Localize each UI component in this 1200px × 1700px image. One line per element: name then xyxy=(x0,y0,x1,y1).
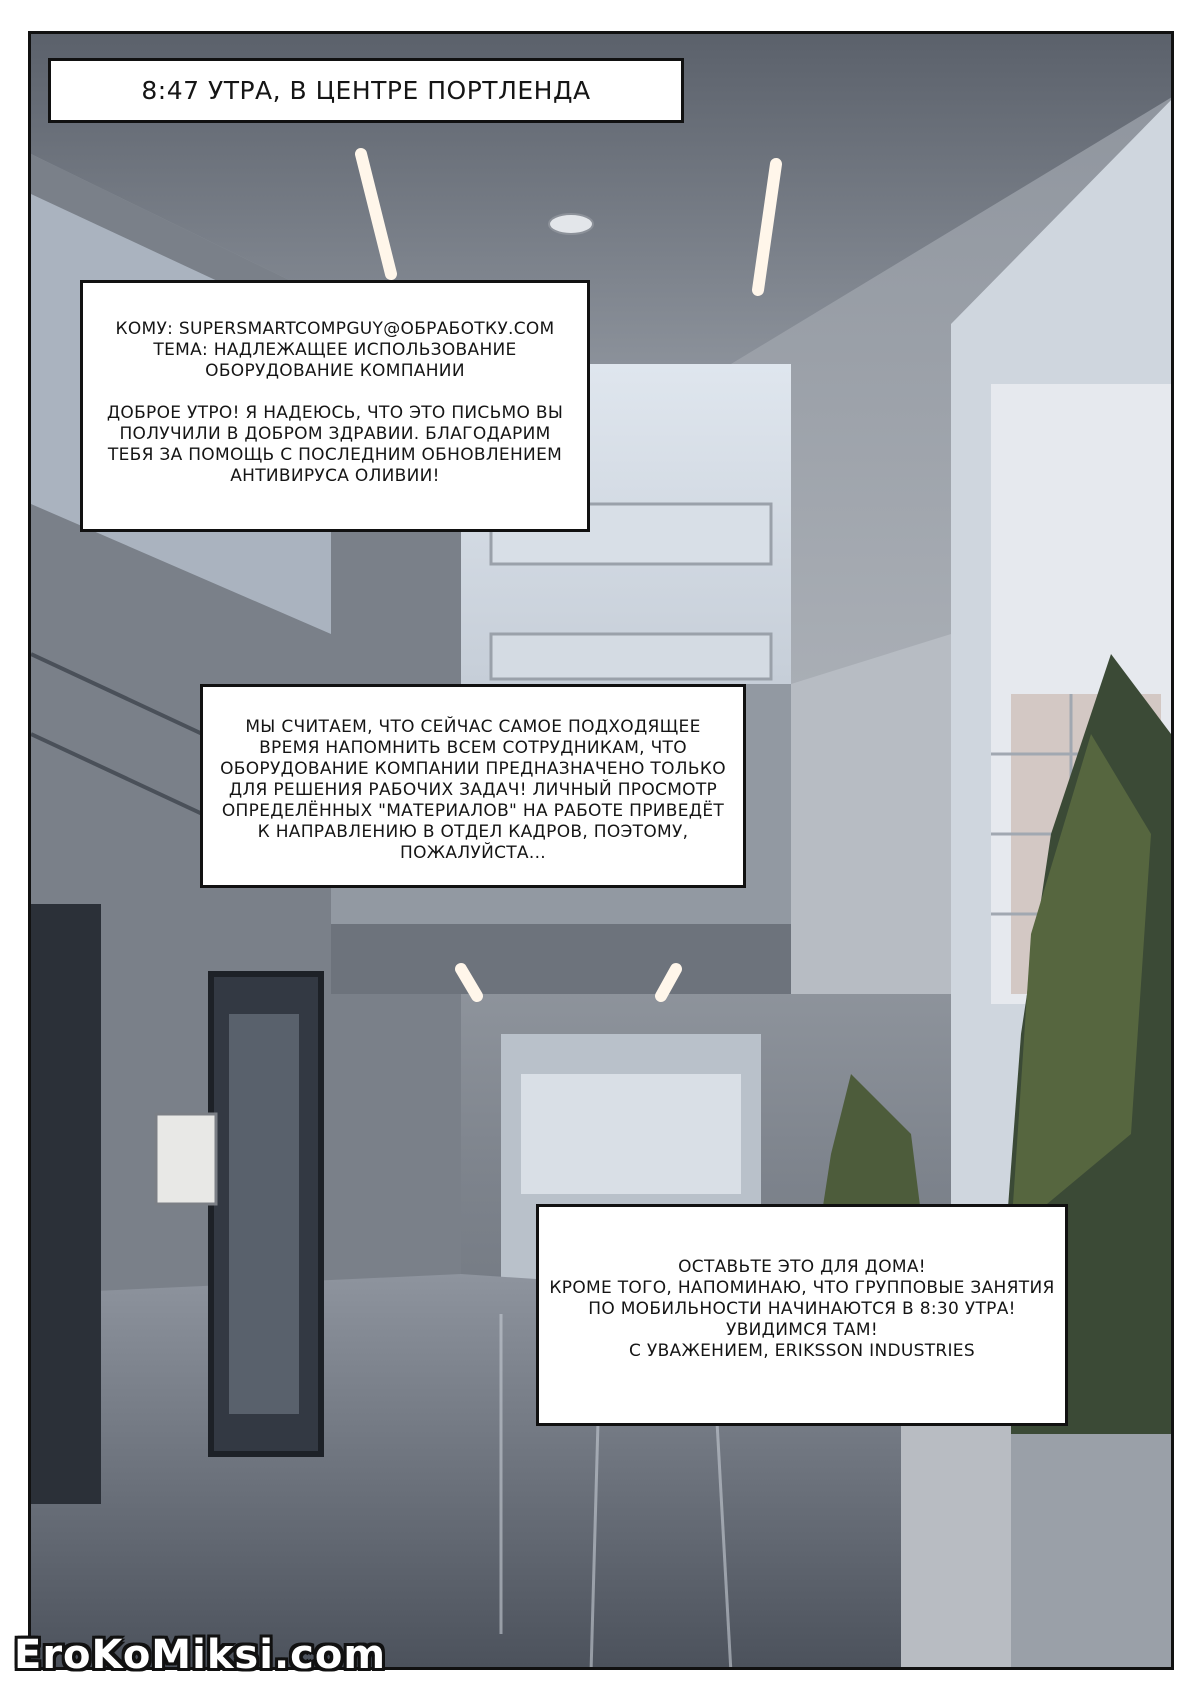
email-body-line: ТЕБЯ ЗА ПОМОЩЬ С ПОСЛЕДНИМ ОБНОВЛЕНИЕМ xyxy=(107,445,563,465)
email-caption-3 xyxy=(536,1204,1068,1426)
email-body-line: ОСТАВЬТЕ ЭТО ДЛЯ ДОМА! xyxy=(678,1257,926,1277)
email-signature-line: С УВАЖЕНИЕМ, ERIKSSON INDUSTRIES xyxy=(629,1341,975,1361)
email-body-line: ВРЕМЯ НАПОМНИТЬ ВСЕМ СОТРУДНИКАМ, ЧТО xyxy=(259,738,687,758)
email-body-line: ПОЛУЧИЛИ В ДОБРОМ ЗДРАВИИ. БЛАГОДАРИМ xyxy=(119,424,551,444)
email-body-line: ОБОРУДОВАНИЕ КОМПАНИИ ПРЕДНАЗНАЧЕНО ТОЛЬКО xyxy=(220,759,726,779)
site-watermark: EroKoMiksi.com xyxy=(14,1632,387,1678)
email-body-line: КРОМЕ ТОГО, НАПОМИНАЮ, ЧТО ГРУППОВЫЕ ЗАНЯТИЯ xyxy=(549,1278,1055,1298)
time-location-text: 8:47 УТРА, В ЦЕНТРЕ ПОРТЛЕНДА xyxy=(141,76,591,105)
email-to-line: КОМУ: SUPERSMARTCOMPGUY@ОБРАБОТКУ.COM xyxy=(115,319,555,339)
email-body-line: К НАПРАВЛЕНИЮ В ОТДЕЛ КАДРОВ, ПОЭТОМУ, xyxy=(257,822,689,842)
email-body-line: АНТИВИРУСА ОЛИВИИ! xyxy=(230,466,440,486)
email-subject-line-1: ТЕМА: НАДЛЕЖАЩЕЕ ИСПОЛЬЗОВАНИЕ xyxy=(153,340,517,360)
email-body-line: ОПРЕДЕЛЁННЫХ "МАТЕРИАЛОВ" НА РАБОТЕ ПРИВЕДЁТ xyxy=(221,801,725,821)
email-caption-2 xyxy=(200,684,746,888)
email-body-line: ДЛЯ РЕШЕНИЯ РАБОЧИХ ЗАДАЧ! ЛИЧНЫЙ ПРОСМОТР xyxy=(228,780,718,800)
email-caption-1 xyxy=(80,280,590,532)
email-body-line: ПО МОБИЛЬНОСТИ НАЧИНАЮТСЯ В 8:30 УТРА! xyxy=(588,1299,1016,1319)
email-body-line: УВИДИМСЯ ТАМ! xyxy=(726,1320,878,1340)
email-body-line: МЫ СЧИТАЕМ, ЧТО СЕЙЧАС САМОЕ ПОДХОДЯЩЕЕ xyxy=(245,717,701,737)
email-subject-line-2: ОБОРУДОВАНИЕ КОМПАНИИ xyxy=(205,361,465,381)
email-body-line: ДОБРОЕ УТРО! Я НАДЕЮСЬ, ЧТО ЭТО ПИСЬМО ВЫ xyxy=(106,403,564,423)
time-location-caption xyxy=(48,58,684,123)
email-body-line: ПОЖАЛУЙСТА... xyxy=(400,843,546,863)
